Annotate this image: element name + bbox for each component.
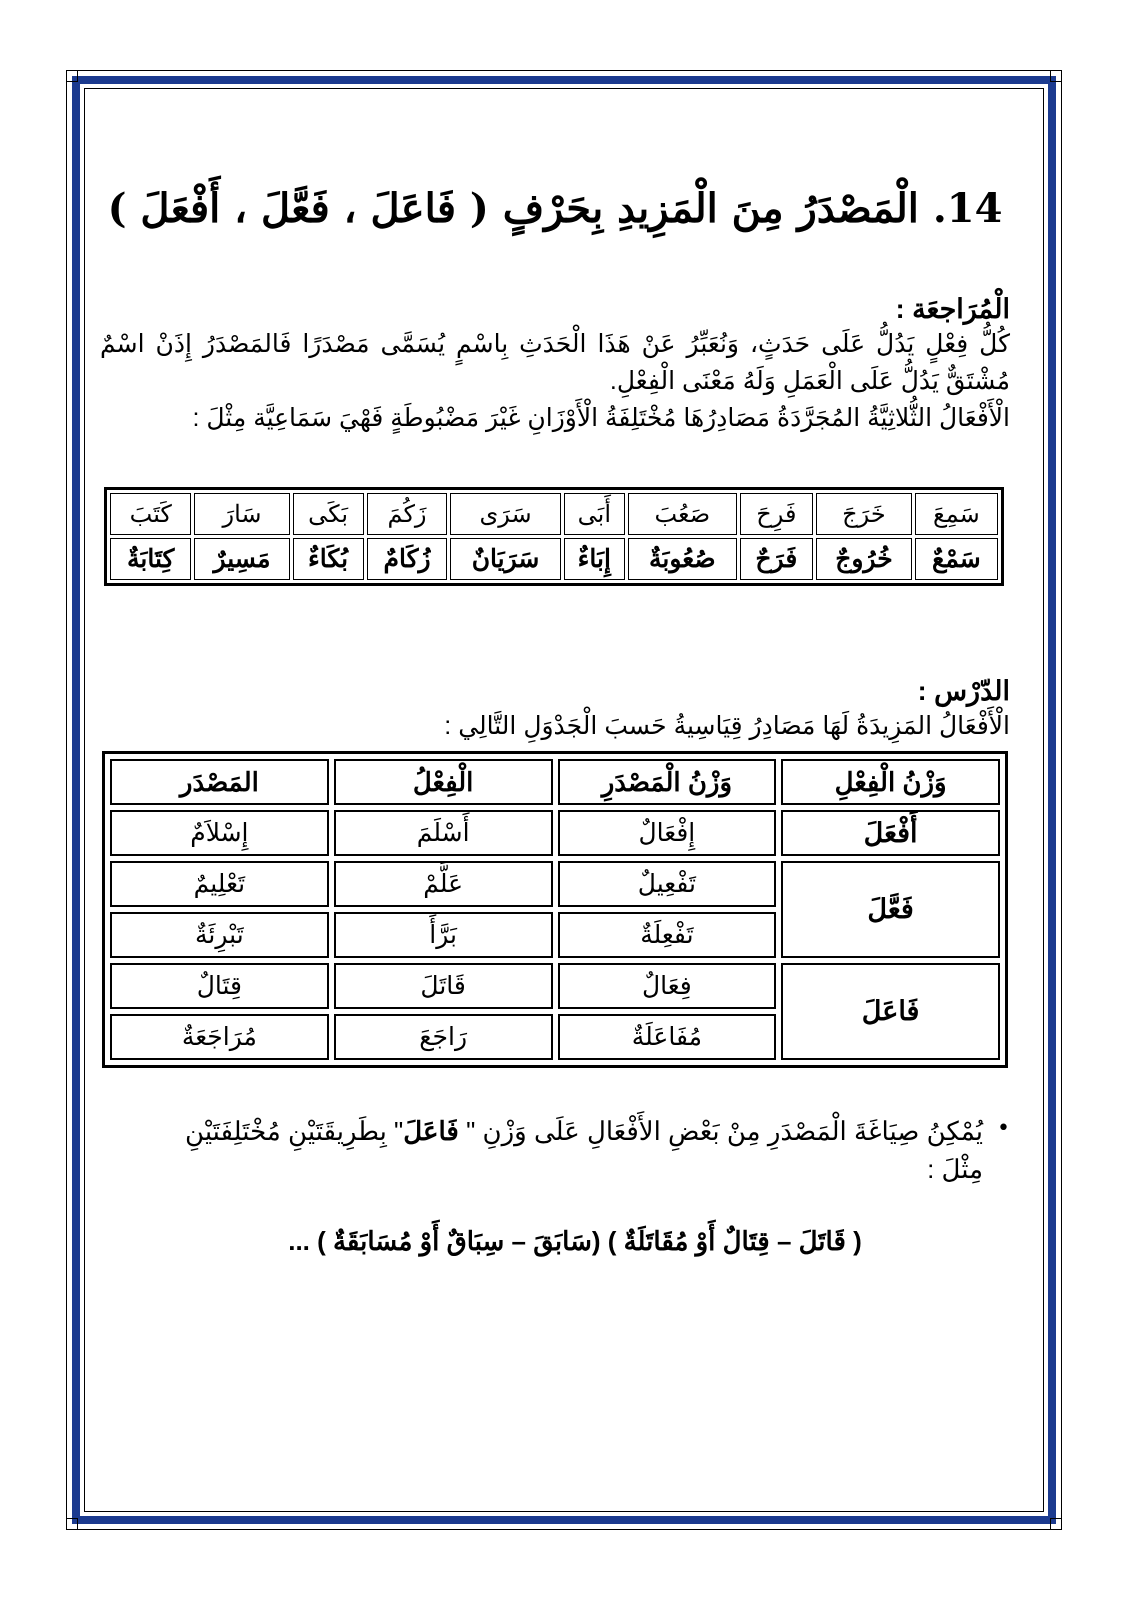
masdar-cell: بُكَاءٌ [293, 538, 364, 580]
pattern-cell: أَفْعَلَ [781, 810, 1000, 856]
verb-cell: فَرِحَ [740, 493, 814, 535]
note-example: ( قَاتَلَ – قِتَالٌ أَوْ مُقَاتَلَةٌ ) (سَابَقَ – سِبَاقٌ أَوْ مُسَابَقَةٌ ) ... [288, 1226, 862, 1256]
verb-cell: سَمِعَ [915, 493, 998, 535]
header-verb: الْفِعْلُ [334, 759, 553, 805]
page-title: 14. الْمَصْدَرُ مِنَ الْمَزِيدِ بِحَرْفٍ ( فَاعَلَ ، فَعَّلَ ، أَفْعَلَ ) [107, 185, 1003, 232]
review-section [100, 292, 1010, 437]
pattern-cell: فَعَّلَ [781, 861, 1000, 958]
frame-corner [1050, 70, 1062, 82]
note-text [100, 1112, 983, 1188]
rules-table [102, 751, 1008, 1068]
masdar-pattern-cell: تَفْعِلَةٌ [558, 912, 777, 958]
review-paragraph-2: الْأَفْعَالُ الثُّلاثِيَّةُ المُجَرَّدَةُ مَصَادِرُهَا مُخْتَلِفَةُ الْأَوْزَانِ غَيْرَ مَضْبُوطَةٍ فَهْيَ سَمَاعِيَّة مِثْلَ : [192, 404, 1010, 432]
masdar-cell: سَمْعٌ [915, 538, 998, 580]
masdar-cell: قِتَالٌ [110, 963, 329, 1009]
rules-header-row [110, 759, 1000, 805]
masdar-cell: مُرَاجَعَةٌ [110, 1014, 329, 1060]
masdar-pattern-cell: فِعَالٌ [558, 963, 777, 1009]
verb-cell: صَعُبَ [628, 493, 737, 535]
note-text-before: يُمْكِنُ صِيَاغَةَ الْمَصْدَرِ مِنْ بَعْضِ الأَفْعَالِ عَلَى وَزْنِ " [466, 1116, 984, 1146]
frame-corner [66, 1518, 78, 1530]
verbs-row [110, 493, 998, 535]
masdar-cell: سَرَيَانٌ [450, 538, 560, 580]
note-item [100, 1112, 1010, 1188]
verb-cell: كَتَبَ [110, 493, 191, 535]
masdar-cell: تَعْلِيمٌ [110, 861, 329, 907]
masdar-pattern-cell: إِفْعَالٌ [558, 810, 777, 856]
verb-cell: زَكُمَ [367, 493, 448, 535]
review-heading: الْمُرَاجعَة : [895, 294, 1010, 324]
page-content [100, 170, 1010, 1283]
masdar-cell: إِبَاءٌ [564, 538, 625, 580]
verb-cell: رَاجَعَ [334, 1014, 553, 1060]
note-text-after: " بِطَرِيقَتَيْنِ مُخْتَلِفَتَيْنِ مِثْلَ : [185, 1116, 984, 1184]
verbs-table [104, 487, 1004, 586]
verb-cell: سَرَى [450, 493, 560, 535]
header-masdar: المَصْدَر [110, 759, 329, 805]
lesson-heading: الدّرْس : [917, 676, 1010, 706]
verb-cell: بَرَّأَ [334, 912, 553, 958]
header-masdar-pattern: وَزْنُ الْمَصْدَرِ [558, 759, 777, 805]
table-row [110, 963, 1000, 1009]
verb-cell: خَرَجَ [816, 493, 912, 535]
masdar-cell: إِسْلاَمٌ [110, 810, 329, 856]
verb-cell: أَسْلَمَ [334, 810, 553, 856]
header-verb-pattern: وَزْنُ الْفِعْلِ [781, 759, 1000, 805]
table-row [110, 861, 1000, 907]
masdar-pattern-cell: تَفْعِيلٌ [558, 861, 777, 907]
masdar-cell: صُعُوبَةٌ [628, 538, 737, 580]
masdar-cell: فَرَحٌ [740, 538, 814, 580]
masdar-cell: زُكَامٌ [367, 538, 448, 580]
masdar-cell: خُرُوجٌ [816, 538, 912, 580]
review-paragraph-1: كُلُّ فِعْلٍ يَدُلُّ عَلَى حَدَثٍ، وَنُعَبِّرُ عَنْ هَذَا الْحَدَثِ بِاسْمٍ يُسَمَّى مَصْدَرًا فَالمَصْدَرُ إِذَنْ اسْمٌ مُشْتَقٌّ يَدُلُّ عَلَى الْعَمَلِ وَلَهُ مَعْنَى الْفِعْلِ. [100, 330, 1010, 395]
masdars-row [110, 538, 998, 580]
lesson-section [100, 674, 1010, 745]
verb-cell: عَلَّمْ [334, 861, 553, 907]
verb-cell: أَبَى [564, 493, 625, 535]
masdar-pattern-cell: مُفَاعَلَةٌ [558, 1014, 777, 1060]
verb-cell: قَاتَلَ [334, 963, 553, 1009]
frame-corner [66, 70, 78, 82]
masdar-cell: تَبْرِئَةٌ [110, 912, 329, 958]
verb-cell: بَكَى [293, 493, 364, 535]
table-row [110, 810, 1000, 856]
note-emphasis: فَاعَلَ [403, 1116, 467, 1146]
masdar-cell: مَسِيرٌ [194, 538, 289, 580]
masdar-cell: كِتَابَةٌ [110, 538, 191, 580]
pattern-cell: فَاعَلَ [781, 963, 1000, 1060]
bullet-icon: • [997, 1116, 1010, 1141]
verb-cell: سَارَ [194, 493, 289, 535]
frame-corner [1050, 1518, 1062, 1530]
lesson-intro: الْأَفْعَالُ المَزِيدَةُ لَهَا مَصَادِرُ قِيَاسِيةُ حَسبَ الْجَدْوَلِ التَّالِي : [444, 712, 1010, 740]
